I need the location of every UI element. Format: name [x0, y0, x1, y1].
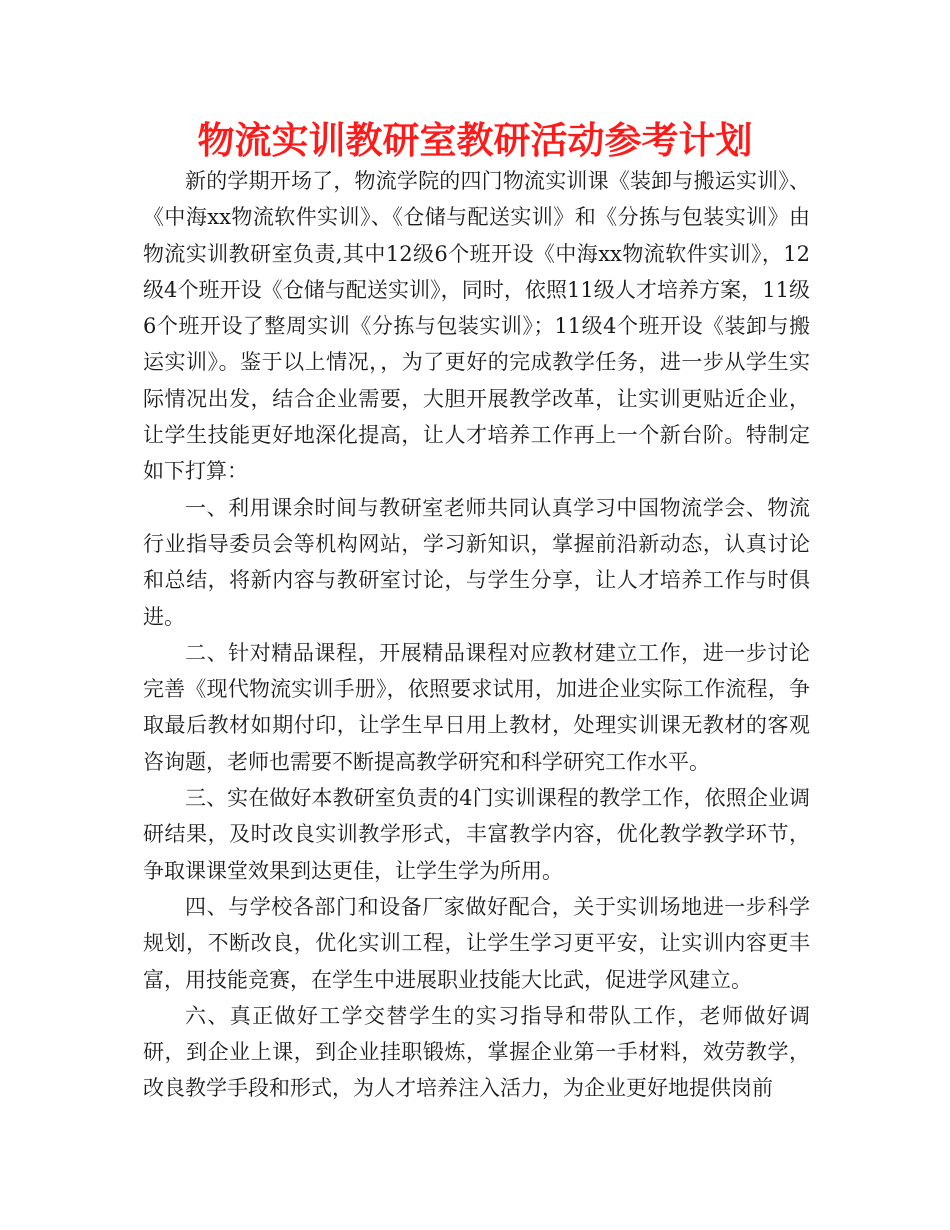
paragraph-intro: 新的学期开场了，物流学院的四门物流实训课《装卸与搬运实训》、《中海xx物流软件实训》、《仓储与配送实训》和《分拣与包装实训》由物流实训教研室负责,其中12级6个班开设《中海xx物流软件实训》，12级4个班开设《仓储与配送实训》，同时，依照11级人才培养方案，11级6个班开设了整周实训《分拣与包装实训》；11级4个班开设《装卸与搬运实训》。鉴于以上情况，，为了更好的完成教学任务，进一步从学生实际情况出发，结合企业需要，大胆开展教学改革，让实训更贴近企业，让学生技能更好地深化提高，让人才培养工作再上一个新台阶。特制定如下打算： — [143, 169, 810, 484]
document-title: 物流实训教研室教研活动参考计划 — [197, 119, 753, 162]
paragraph-item-1: 一、利用课余时间与教研室老师共同认真学习中国物流学会、物流行业指导委员会等机构网站，学习新知识，掌握前沿新动态，认真讨论和总结，将新内容与教研室讨论，与学生分享，让人才培养工作与时俱进。 — [143, 495, 810, 629]
paragraph-item-4: 四、与学校各部门和设备厂家做好配合，关于实训场地进一步科学规划，不断改良，优化实训工程，让学生学习更平安，让实训内容更丰富，用技能竞赛，在学生中进展职业技能大比武，促进学风建立。 — [143, 894, 810, 992]
paragraph-item-3: 三、实在做好本教研室负责的4门实训课程的教学工作，依照企业调研结果，及时改良实训教学形式，丰富教学内容，优化教学教学环节，争取课课堂效果到达更佳，让学生学为所用。 — [143, 786, 810, 883]
document-body — [143, 163, 810, 1107]
paragraph-item-2: 二、针对精品课程，开展精品课程对应教材建立工作，进一步讨论完善《现代物流实训手册》，依照要求试用，加进企业实际工作流程，争取最后教材如期付印，让学生早日用上教材，处理实训课无教材的客观咨询题，老师也需要不断提高教学研究和科学研究工作水平。 — [143, 640, 810, 774]
paragraph-item-6: 六、真正做好工学交替学生的实习指导和带队工作，老师做好调研，到企业上课，到企业挂职锻炼，掌握企业第一手材料，效劳教学，改良教学手段和形式，为人才培养注入活力，为企业更好地提供岗前 — [143, 1003, 810, 1101]
